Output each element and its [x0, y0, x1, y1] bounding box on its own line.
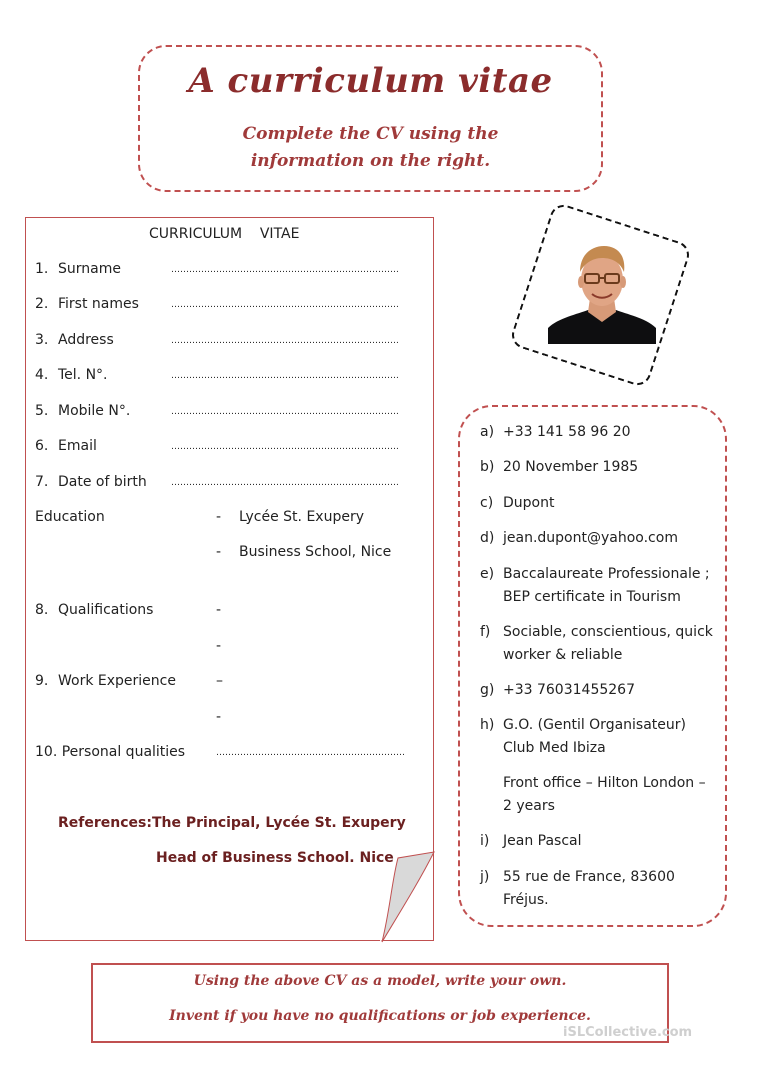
info-text: Jean Pascal	[503, 833, 582, 849]
info-text: 2 years	[503, 798, 555, 814]
title-box	[138, 45, 603, 192]
info-text: Baccalaureate Professionale ;	[503, 566, 710, 582]
field-number: 1.	[35, 261, 49, 277]
field-label: Email	[58, 438, 97, 454]
field-label: Work Experience	[58, 673, 176, 689]
info-letter: e)	[480, 566, 495, 582]
portrait-photo	[548, 236, 656, 344]
field-label: Education	[35, 509, 105, 525]
field-label: Date of birth	[58, 474, 147, 490]
page-curl	[380, 850, 436, 945]
education-item: Business School, Nice	[239, 544, 392, 560]
instructions-line-2: information on the right.	[250, 151, 491, 171]
info-letter: h)	[480, 717, 495, 733]
info-letter: d)	[480, 530, 495, 546]
info-text: Front office – Hilton London –	[503, 775, 706, 791]
info-text: +33 141 58 96 20	[503, 424, 631, 440]
references-line-1: The Principal, Lycée St. Exupery	[152, 815, 406, 831]
education-item: Lycée St. Exupery	[239, 509, 364, 525]
field-number: 9.	[35, 673, 49, 689]
instructions-line-1: Complete the CV using the	[242, 124, 499, 144]
field-label: Mobile N°.	[58, 403, 131, 419]
field-number: 8.	[35, 602, 49, 618]
blank-line[interactable]: ………………………………………………………………….	[171, 442, 399, 452]
field-number: 7.	[35, 474, 49, 490]
field-label: Surname	[58, 261, 121, 277]
page-title: A curriculum vitae	[188, 61, 553, 101]
instructions	[140, 121, 601, 175]
dash[interactable]: -	[216, 709, 222, 725]
blank-line[interactable]: ………………………………………………………………….	[171, 300, 399, 310]
info-letter: f)	[480, 624, 491, 640]
cv-form	[25, 217, 434, 941]
field-number: 5.	[35, 403, 49, 419]
info-text: Sociable, conscientious, quick	[503, 624, 713, 640]
info-text: jean.dupont@yahoo.com	[503, 530, 678, 546]
blank-line[interactable]: ………………………………………………………………….	[171, 407, 399, 417]
info-text: G.O. (Gentil Organisateur)	[503, 717, 686, 733]
dash[interactable]: –	[216, 673, 223, 689]
dash[interactable]: -	[216, 638, 222, 654]
dash: -	[216, 509, 222, 525]
task-line-1: Using the above CV as a model, write your own.	[193, 973, 567, 989]
info-text: 55 rue de France, 83600	[503, 869, 675, 885]
blank-line[interactable]: ………………………………………………………	[216, 748, 405, 758]
info-letter: a)	[480, 424, 495, 440]
info-letter: c)	[480, 495, 494, 511]
field-number: 6.	[35, 438, 49, 454]
field-label: Address	[58, 332, 114, 348]
field-label: Tel. N°.	[58, 367, 108, 383]
info-text: +33 76031455267	[503, 682, 635, 698]
info-text: worker & reliable	[503, 647, 623, 663]
watermark: iSLCollective.com	[563, 1025, 693, 1040]
blank-line[interactable]: ………………………………………………………………….	[171, 265, 399, 275]
field-number: 4.	[35, 367, 49, 383]
task-line-2: Invent if you have no qualifications or job experience.	[169, 1008, 591, 1024]
blank-line[interactable]: ………………………………………………………………….	[171, 336, 399, 346]
field-number: 3.	[35, 332, 49, 348]
info-text: Fréjus.	[503, 892, 549, 908]
field-number: 2.	[35, 296, 49, 312]
info-text: Dupont	[503, 495, 555, 511]
blank-line[interactable]: ………………………………………………………………….	[171, 478, 399, 488]
info-text: Club Med Ibiza	[503, 740, 606, 756]
field-label: First names	[58, 296, 139, 312]
info-letter: j)	[480, 869, 490, 885]
references-line-2: Head of Business School. Nice	[156, 850, 394, 866]
info-letter: g)	[480, 682, 495, 698]
references-label: References:	[58, 815, 152, 831]
blank-line[interactable]: ………………………………………………………………….	[171, 371, 399, 381]
info-text: 20 November 1985	[503, 459, 639, 475]
info-letter: b)	[480, 459, 495, 475]
cv-heading: CURRICULUM VITAE	[149, 226, 300, 242]
field-label: 10. Personal qualities	[35, 744, 186, 760]
dash[interactable]: -	[216, 602, 222, 618]
dash: -	[216, 544, 222, 560]
info-text: BEP certificate in Tourism	[503, 589, 681, 605]
info-letter: i)	[480, 833, 490, 849]
field-label: Qualifications	[58, 602, 154, 618]
